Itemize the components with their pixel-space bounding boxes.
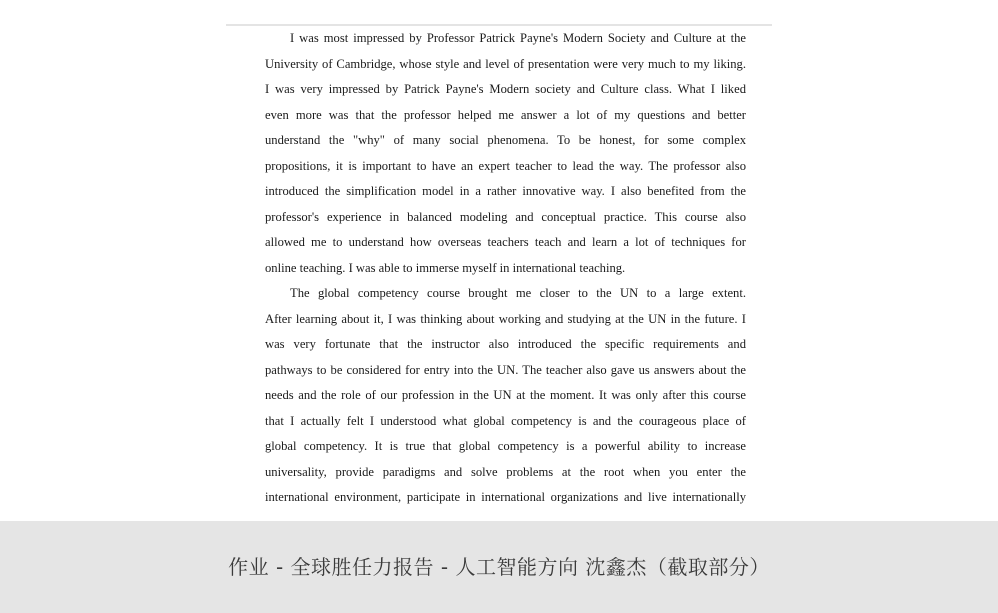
paragraph-2-line-1: The global competency course brought me closer to the UN to a large extent.	[290, 286, 746, 300]
paragraph-1-line-1: I was most impressed by Professor Patrick Payne's Modern Society and Culture at the	[290, 31, 746, 45]
document-excerpt	[265, 26, 746, 511]
paragraph-1-line-6: propositions, it is important to have an expert teacher to lead the way. The professor also	[265, 158, 746, 173]
paragraph-1-line-3: I was very impressed by Patrick Payne's Modern society and Culture class. What I liked	[265, 82, 746, 96]
paragraph-1-line-9: allowed me to understand how overseas teachers teach and learn a lot of techniques for	[265, 235, 746, 249]
paragraph-1-line-4: even more was that the professor helped me answer a lot of my questions and better	[265, 107, 746, 122]
paragraph-1-line-7: introduced the simplification model in a rather innovative way. I also benefited from the	[265, 184, 746, 198]
paragraph-2-line-2: After learning about it, I was thinking about working and studying at the UN in the future. I	[265, 311, 746, 326]
paragraph-2-line-6: that I actually felt I understood what global competency is and the courageous place of	[265, 413, 746, 428]
paragraph-2-line-8: universality, provide paradigms and solve problems at the root when you enter the	[265, 464, 746, 479]
paragraph-1-line-8: professor's experience in balanced modeling and conceptual practice. This course also	[265, 209, 746, 224]
paragraph-1-line-2: University of Cambridge, whose style and level of presentation were very much to my liking.	[265, 56, 746, 71]
paragraph-2-line-5: needs and the role of our profession in the UN at the moment. It was only after this course	[265, 388, 746, 402]
paragraph-2-line-9: international environment, participate in international organizations and live internationally	[265, 490, 746, 504]
paragraph-1-line-5: understand the "why" of many social phenomena. To be honest, for some complex	[265, 133, 746, 147]
paragraph-1-line-10: online teaching. I was able to immerse myself in international teaching.	[265, 260, 626, 275]
caption-bar	[0, 521, 998, 613]
paragraph-2-line-4: pathways to be considered for entry into the UN. The teacher also gave us answers about the	[265, 362, 746, 377]
caption-text: 作业 - 全球胜任力报告 - 人工智能方向 沈鑫杰（截取部分）	[228, 554, 770, 579]
paragraph-2-line-3: was very fortunate that the instructor also introduced the specific requirements and	[265, 337, 746, 351]
paragraph-2-line-7: global competency. It is true that global competency is a powerful ability to increase	[265, 439, 746, 453]
